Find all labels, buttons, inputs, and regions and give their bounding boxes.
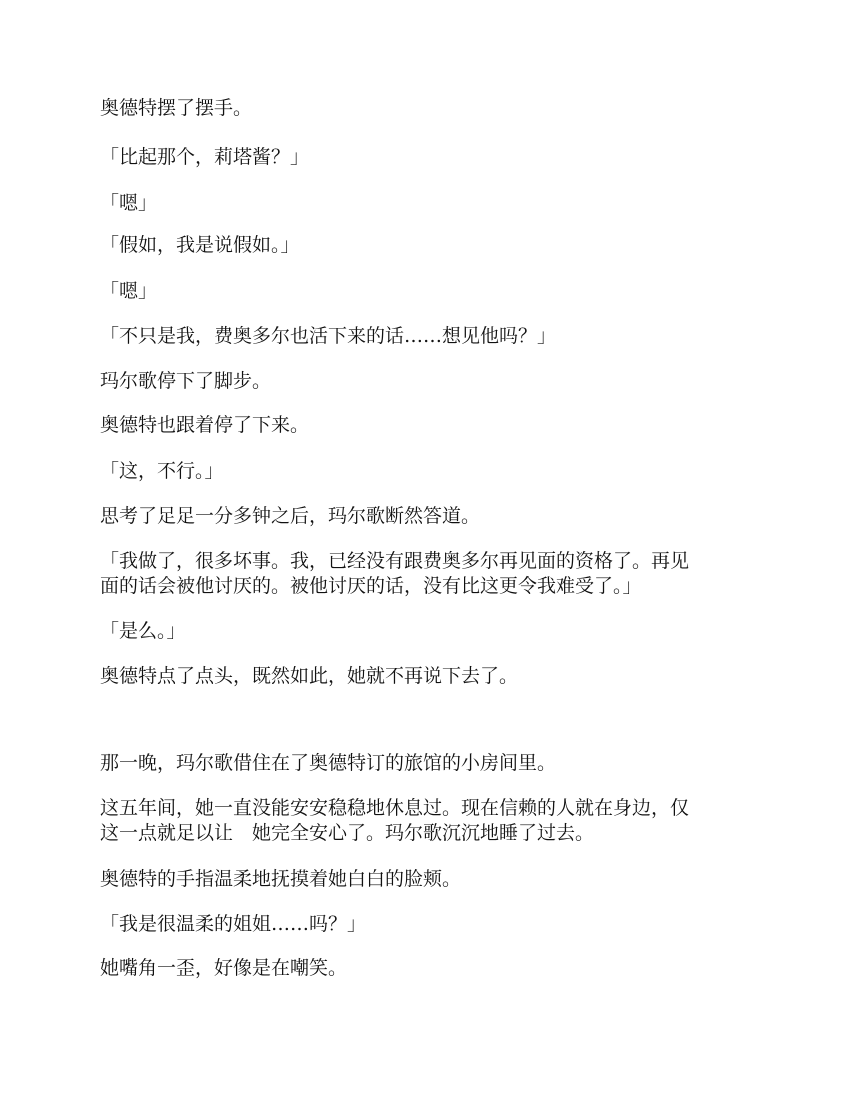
paragraph-8: 奥德特也跟着停了下来。 xyxy=(100,414,310,436)
paragraph-13: 奥德特点了点头，既然如此，她就不再说下去了。 xyxy=(100,665,519,687)
paragraph-2: 「比起那个，莉塔酱？」 xyxy=(100,146,310,168)
paragraph-1: 奥德特摆了摆手。 xyxy=(100,97,253,119)
paragraph-7: 玛尔歌停下了脚步。 xyxy=(100,370,272,392)
paragraph-6: 「不只是我，费奥多尔也活下来的话……想见他吗？」 xyxy=(100,325,557,347)
paragraph-11: 「我做了，很多坏事。我，已经没有跟费奥多尔再见面的资格了。再见 面的话会被他讨厌的。被他讨厌的话，没有比这更令我难受了。」 xyxy=(100,550,690,597)
paragraph-14: 那一晚，玛尔歌借住在了奥德特订的旅馆的小房间里。 xyxy=(100,752,557,774)
paragraph-4: 「假如，我是说假如。」 xyxy=(100,234,300,256)
paragraph-12: 「是么。」 xyxy=(100,620,186,642)
paragraph-15: 这五年间，她一直没能安安稳稳地休息过。现在信赖的人就在身边，仅 这一点就足以让 她完全安心了。玛尔歌沉沉地睡了过去。 xyxy=(100,797,690,844)
paragraph-5: 「嗯」 xyxy=(100,280,158,302)
paragraph-9: 「这，不行。」 xyxy=(100,460,224,482)
paragraph-3: 「嗯」 xyxy=(100,192,158,214)
paragraph-18: 她嘴角一歪，好像是在嘲笑。 xyxy=(100,957,348,979)
paragraph-17: 「我是很温柔的姐姐……吗？」 xyxy=(100,913,367,935)
paragraph-10: 思考了足足一分多钟之后，玛尔歌断然答道。 xyxy=(100,505,481,527)
paragraph-16: 奥德特的手指温柔地抚摸着她白白的脸颊。 xyxy=(100,868,462,890)
